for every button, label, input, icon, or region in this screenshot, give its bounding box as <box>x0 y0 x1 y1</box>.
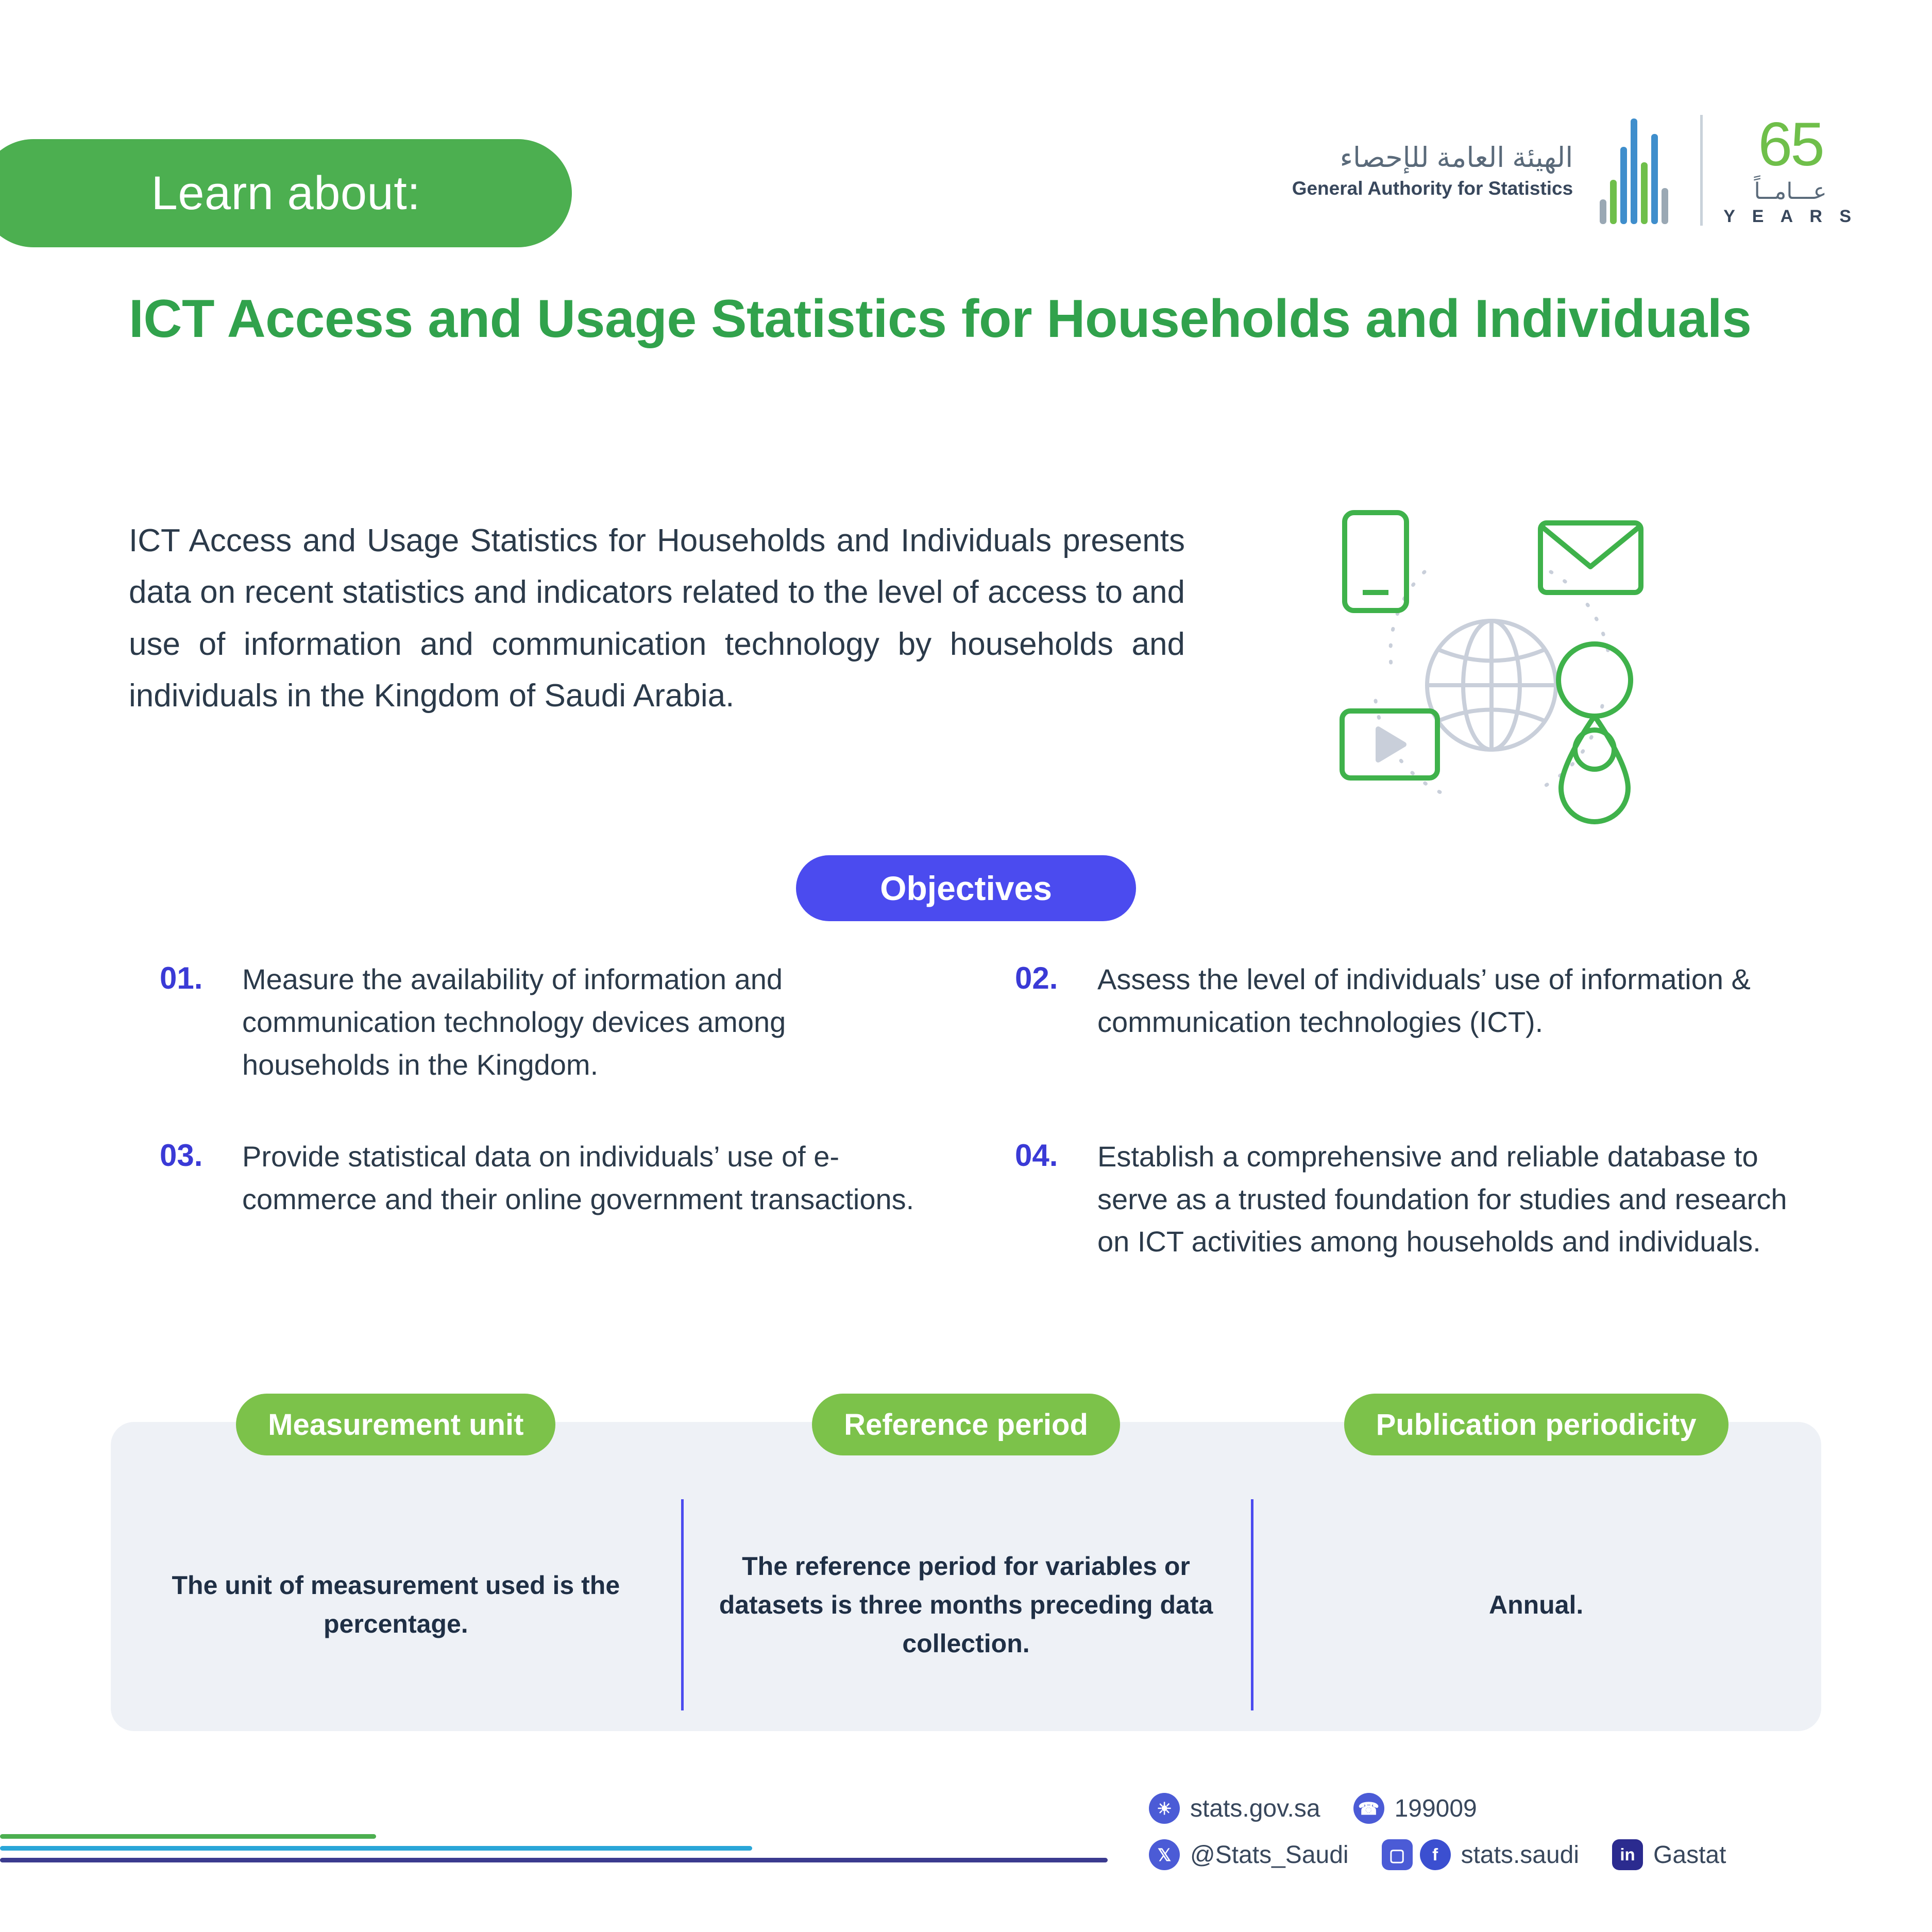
intro-paragraph: ICT Access and Usage Statistics for Households and Individuals presents data on recent statistics and indicators related to the level of access to and use of information and communication technology by households and individuals in the Kingdom of Saudi Arabia. <box>129 523 1185 714</box>
social-handle-label: stats.saudi <box>1461 1841 1580 1869</box>
authority-name-arabic: الهيئة العامة للإحصاء <box>1340 142 1573 173</box>
info-column-reference-period <box>681 1484 1251 1726</box>
info-pill-headings <box>111 1394 1821 1455</box>
anniversary-years: Y E A R S <box>1723 207 1857 226</box>
linkedin-icon: in <box>1612 1839 1643 1870</box>
contact-row-primary <box>1149 1793 1880 1824</box>
objectives-heading <box>796 855 1136 921</box>
learn-about-badge <box>0 139 572 247</box>
anniversary-logo <box>1723 110 1857 227</box>
footer-accent-lines <box>0 1834 1108 1870</box>
info-pill-label: Measurement unit <box>268 1408 524 1442</box>
objective-text: Measure the availability of information and communication technology devices among households in the Kingdom. <box>242 963 786 1081</box>
objective-number: 02. <box>1015 961 1058 995</box>
facebook-icon: f <box>1420 1839 1451 1870</box>
phone-icon: ☎ <box>1353 1793 1384 1824</box>
objectives-list <box>160 958 1788 1263</box>
accent-line-blue <box>0 1846 752 1851</box>
objective-text: Assess the level of individuals’ use of information & communication technologies (ICT). <box>1097 963 1751 1038</box>
phone-label: 199009 <box>1394 1794 1477 1822</box>
contact-linkedin[interactable] <box>1612 1839 1726 1870</box>
info-pill-label: Publication periodicity <box>1376 1408 1697 1442</box>
instagram-icon: ▢ <box>1382 1839 1413 1870</box>
x-icon: 𝕏 <box>1149 1839 1180 1870</box>
globe-icon: ☀ <box>1149 1793 1180 1824</box>
contact-x[interactable] <box>1149 1839 1349 1870</box>
gastat-wordmark <box>1292 141 1573 199</box>
objective-number: 04. <box>1015 1138 1058 1173</box>
contact-website[interactable] <box>1149 1793 1320 1824</box>
anniversary-number: 65 <box>1758 110 1823 179</box>
info-pill-reference-period <box>812 1394 1120 1455</box>
learn-about-label: Learn about: <box>151 166 421 219</box>
objective-text: Establish a comprehensive and reliable database to serve as a trusted foundation for studies and research on ICT activities among households and individuals. <box>1097 1140 1787 1258</box>
anniversary-arabic: عـــامــاً <box>1754 179 1827 204</box>
ict-illustration <box>1314 495 1674 845</box>
info-body: Annual. <box>1488 1590 1584 1619</box>
authority-name-english: General Authority for Statistics <box>1292 177 1573 199</box>
contact-row-social <box>1149 1839 1880 1870</box>
objective-item <box>160 958 933 1087</box>
page-title: ICT Access and Usage Statistics for Households and Individuals <box>129 289 1752 349</box>
info-columns <box>111 1484 1821 1726</box>
website-label: stats.gov.sa <box>1190 1794 1320 1822</box>
objective-text: Provide statistical data on individuals’ use of e-commerce and their online government transactions. <box>242 1140 914 1215</box>
info-column-publication-periodicity <box>1251 1484 1821 1726</box>
info-pill-measurement-unit <box>236 1394 555 1455</box>
info-column-measurement-unit <box>111 1484 681 1726</box>
gastat-bars-icon <box>1600 116 1668 224</box>
objective-item <box>160 1136 933 1264</box>
logo-divider <box>1700 115 1703 226</box>
objective-number: 03. <box>160 1138 203 1173</box>
objective-item <box>1015 1136 1788 1264</box>
info-body: The reference period for variables or datasets is three months preceding data collection. <box>719 1551 1213 1658</box>
accent-line-navy <box>0 1858 1108 1862</box>
footer-contacts <box>1149 1793 1880 1886</box>
contact-social[interactable] <box>1382 1839 1579 1870</box>
objective-item <box>1015 958 1788 1087</box>
info-pill-label: Reference period <box>844 1408 1088 1442</box>
contact-phone[interactable] <box>1353 1793 1477 1824</box>
info-body: The unit of measurement used is the percentage. <box>172 1571 620 1638</box>
x-handle-label: @Stats_Saudi <box>1190 1841 1349 1869</box>
info-pill-publication-periodicity <box>1344 1394 1728 1455</box>
objectives-heading-label: Objectives <box>880 869 1052 907</box>
linkedin-label: Gastat <box>1653 1841 1726 1869</box>
gastat-logo <box>1292 98 1857 242</box>
accent-line-green <box>0 1834 376 1839</box>
objective-number: 01. <box>160 961 203 995</box>
